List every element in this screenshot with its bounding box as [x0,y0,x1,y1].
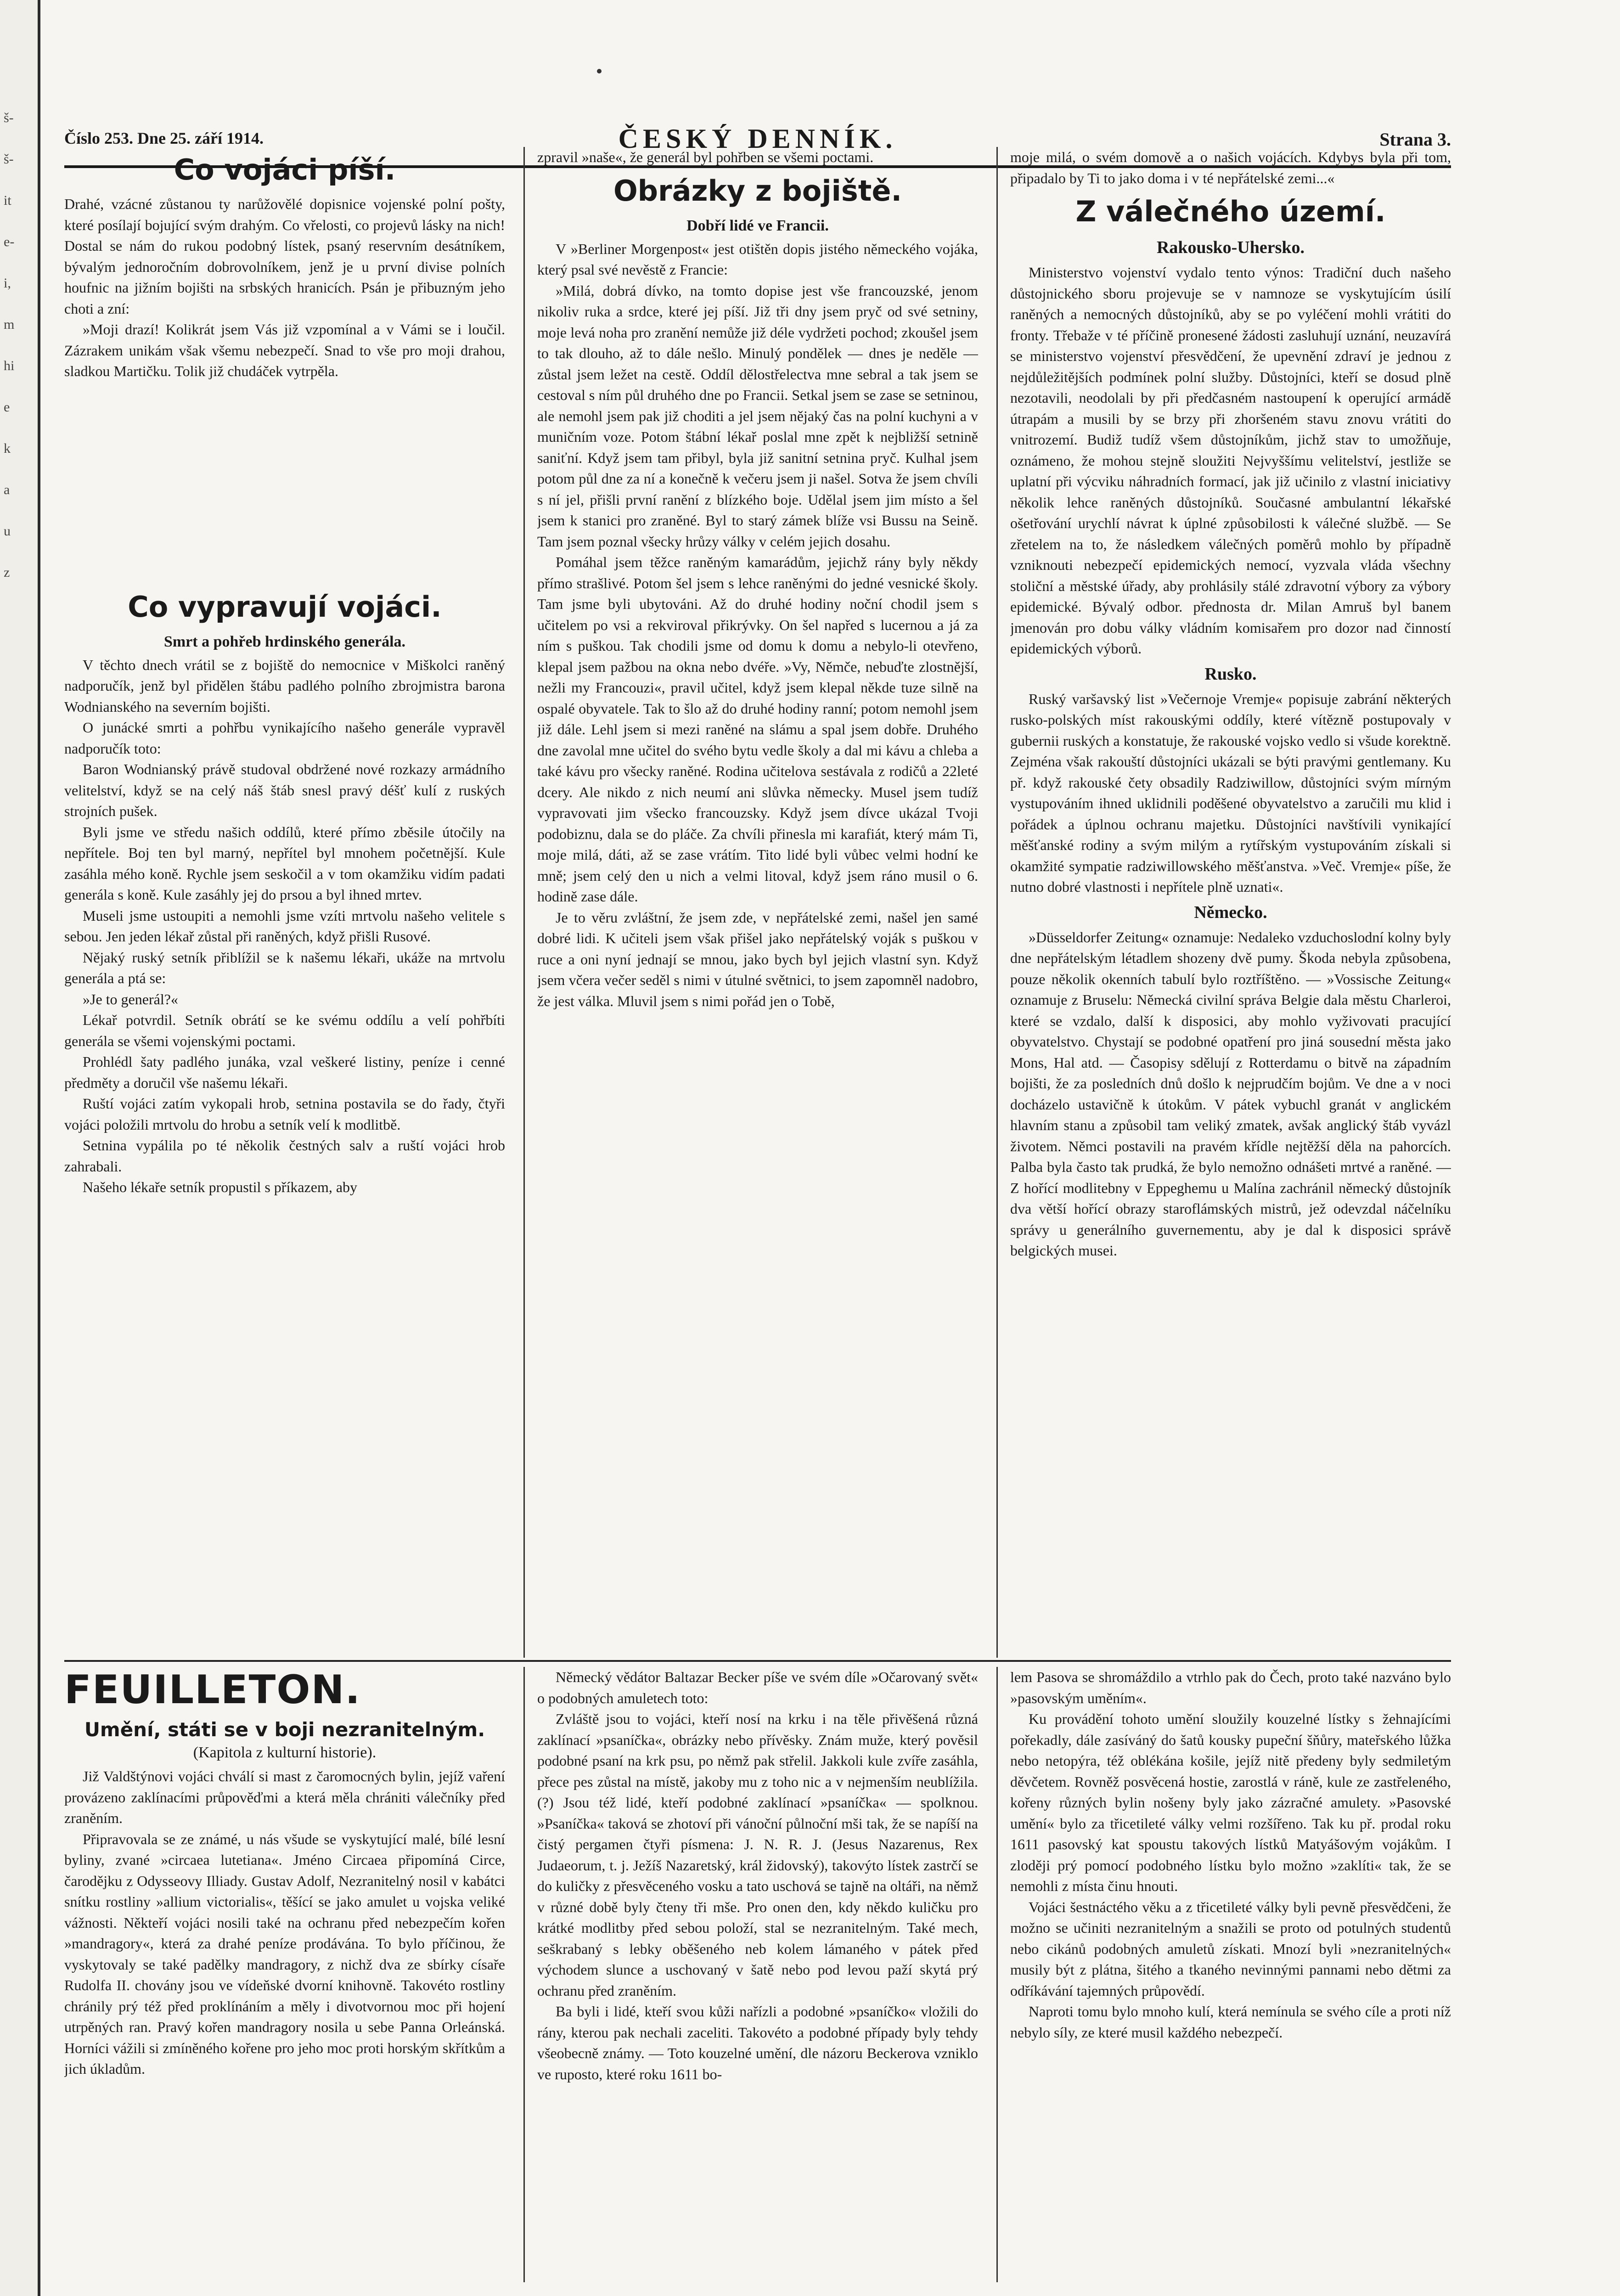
feuilleton-section [64,1667,1451,2282]
article-paragraph: Setnina vypálila po té několik čestných salv a ruští vojáci hrob zahrabali. [64,1137,505,1175]
previous-page-fragment: it [4,193,11,208]
article-paragraph: Ministerstvo vojenství vydalo tento výnos: Tradiční duch našeho důstojnického sboru projevuje se v namnoze se vyskytujícím úsilí raněných a nemocných důstojníků, aby se po vyléčení mohli vrátiti do fronty. Třebaže v té příčině pronesené žádosti zasluhují uznání, neuzavírá se ministerstvo vojenství přesvědčení, že upevnění zdraví je jednou z nejdůležitějších podmínek polní služby. Důstojníci, kteří se dosud plně nezotavili, neodolali by při předčasném nastoupení k operující armádě útrapám a musili by se brzy při zhoršeném stavu znovu vrátiti do vnitrozemí. Budiž tudíž všem důstojníkům, jichž stav to umožňuje, oznámeno, že mohou stejně sloužiti Nejvyššímu velitelství, jestliže se uplatní při výcviku náhradních formací, jak již učinilo z vlastní iniciativy několik lehce raněných důstojníků. Současné ambulantní lékařské ošetřování urychlí návrat k úplné způsobilosti k válečné službě. — Se zřetelem na to, že následkem válečných poměrů mohlo by případně vzniknouti nebezpečí epidemických nemocí, vyzvala vláda všechny stoliční a městské úřady, aby prohlásily stálé zdravotní výbory za výbory epidemické. Bývalý odbor. přednosta dr. Milan Amruš byl banem jmenován pro dobu války vládním komisařem pro dozor nad činností epidemických výborů. [1010,264,1451,657]
previous-page-fragment: m [4,317,15,332]
previous-page-fragment: u [4,523,11,539]
feuilleton-column-1 [64,1667,505,2282]
continued-text: lem Pasova se shromáždilo a vtrhlo pak do Čech, proto také nazváno bylo »pasovským uměním«. [1010,1669,1451,1706]
previous-page-fragment: k [4,441,11,456]
feuilleton-headline: Umění, státi se v boji nezranitelným. [84,1718,485,1741]
article-paragraph: Připravovala se ze známé, u nás všude se vyskytující malé, bílé lesní byliny, zvané »circaea lutetiana«. Jméno Circaea připomíná Circe, čarodějku z Odysseovy Illiady. Gustav Adolf, Nezranitelný nosil v kabátci snítku rostliny »allium victorialis«, těšící se jako amulet u vojska veliké vážnosti. Někteří vojáci nosili také na ochranu před nebezpečím kořen »mandragory«, která za drahé peníze prodávána. To bylo příčinou, že vyskytovaly se také padělky mandragory, z nichž dva ze sbírky císaře Rudolfa II. chovány jsou ve vídeňské dvorní knihovně. Takovéto rostliny chránily prý též před proklínáním a měly i divotvornou moc při hojení utrpěných ran. Pravý kořen mandragory nosila u sebe Panna Orleánská. Horníci vážili si zmíněného kořene pro jeho moc proti horským skřítkům a jich úkladům. [64,1830,505,2077]
article-paragraph: Pomáhal jsem těžce raněným kamarádům, jejichž rány byly někdy přímo strašlivé. Potom šel jsem s lehce raněnými do jedné vesnické školy. Tam jsme byli ubytováni. Až do druhé hodiny noční chodil jsem s učitelem po vsi a rekviroval přikrývky. On šel napřed s lucernou a já za ním s puškou. Tak chodili jsme od domu k domu a nebylo-li otevřeno, klepal jsem pažbou na okna nebo dvéře. »Vy, Němče, nebuďte zlostnější, nežli my Francouzi«, pravil učitel, když jsem klepal někde tuze silně na ospalé obyvatele. Tak to šlo až do druhé hodiny ranní; potom nemohl jsem již dále. Lehl jsem si mezi raněné na slámu a spal jsem dobře. Druhého dne zavolal mne učitel do svého bytu vedle školy a dal mi kávu a chleba a také kávu pro všecky raněné. Rodina učitelova sestávala z rodičů a 22leté dcery. Ale nikdo z nich neumí ani slůvka německy. Musel jsem tudíž vypravovati jim všecko francouzsky. Když jsem dívce ukázal Tvoji podobiznu, dala se do pláče. Za chvíli přinesla mi karafiát, který mám Ti, moje milá, dáti, až se zase vrátím. Tito lidé byli vůbec velmi hodní ke mně; jsem celý den u nich a velmi litoval, když jsem ráno musil o 6. hodině zase dále. [537,554,978,905]
article-paragraph: »Je to generál?« [83,990,178,1007]
article-paragraph: »Milá, dobrá dívko, na tomto dopise jest vše francouzské, jenom nikoliv ruka a srdce, které jej píší. Již tři dny jsem pryč od své setniny, moje levá noha pro zranění nemůže již déle vydržeti pochod; zkoušel jsem to tak dlouho, až to dále nešlo. Minulý pondělek — dnes je neděle — zůstal jsem ležet na cestě. Oddíl dělostřelectva mne sebral a tak jsem se cestoval s ním půl druhého dne po Francii. Setkal jsem se zase se setninou, ale nemohl jsem pak již choditi a jel jsem nějaký čas na polní kuchyni a v muničním voze. Potom štábní lékař poslal mne zpět k nejbližší setnině saniťní. Když jsem tam přibyl, byla již sanitní setnina pryč. Kulhal jsem potom půl dne za ní a konečně k večeru jsem ji našel. Sotva že jsem chvíli s ní jel, přišli první ranění z blízkého boje. Udělal jsem jim místo a šel jsem k stanici pro zraněné. Byl to starý zámek blíže vsi Bussu na Seině. Tam jsem poznal všecky hrůzy války v celém jejich dosahu. [537,282,978,550]
article-paragraph: Ruští vojáci zatím vykopali hrob, setnina postavila se do řady, čtyři vojáci položili mrtvolu do hrobu a setník velí k modlitbě. [64,1095,505,1133]
column-2 [537,147,978,1658]
previous-page-fragment: i, [4,276,11,291]
column-divider [996,1667,998,2282]
previous-page-fragment: hi [4,358,15,373]
column-divider [996,147,998,1658]
column-1 [64,147,505,1658]
article-headline: Co vojáci píší. [174,153,396,186]
article-paragraph: Baron Wodnianský právě studoval obdržené nové rozkazy armádního velitelství, když se na celý náš štáb snesl pravý déšť kulí z ruských strojních pušek. [64,761,505,819]
article-paragraph: Naproti tomu bylo mnoho kulí, která nemínula se svého cíle a proti níž nebylo síly, ze které musil každého nebezpečí. [1010,2003,1451,2041]
feuilleton-divider [64,1660,1451,1662]
article-subhead: Smrt a pohřeb hrdinského generála. [163,633,406,650]
section-headline: Z válečného území. [1075,195,1386,228]
column-divider [523,147,525,1658]
article-paragraph: Našeho lékaře setník propustil s příkazem, aby [83,1179,358,1195]
continued-text: zpravil »naše«, že generál byl pohřben se všemi poctami. [537,149,874,165]
article-headline: Obrázky z bojiště. [613,174,902,208]
page-number: Strana 3. [1379,129,1451,150]
article-paragraph: Lékař potvrdil. Setník obrátí se ke svému oddílu a velí pohřbíti generála se všemi vojenskými poctami. [64,1012,505,1049]
page-body [64,96,1451,2282]
previous-page-fragment: š- [4,152,14,167]
previous-page-fragment: š- [4,110,14,125]
article-paragraph: O junácké smrti a pohřbu vynikajícího našeho generále vypravěl nadporučík toto: [64,719,505,757]
feuilleton-title: FEUILLETON. [64,1667,361,1713]
article-paragraph: »Moji drazí! Kolikrát jsem Vás již vzpomínal a v Vámi se i loučil. Zázrakem unikám však všemu nebezpečí. Snad to vše pro moji drahou, sladkou Martičku. Tolik již chudáček vytrpěla. [64,321,505,379]
article-paragraph: Ba byli i lidé, kteří svou kůži nařízli a podobné »psaníčko« vložili do rány, kterou pak nechali zaceliti. Takovéto a podobné případy byly tehdy všeobecně známy. — Toto kouzelné umění, dle názoru Beckerova vzniklo ve ruposto, které roku 1611 bo- [537,2003,978,2082]
blank-space [64,382,505,584]
article-paragraph: Ruský varšavský list »Večernoje Vremje« popisuje zabrání některých rusko-polských míst rakouskými oddíly, které vítězně postupovaly v gubernii ruských a konstatuje, že rakouské vojsko vedlo si všude korektně. Zejména však rakouští důstojníci ukázali se býti pravými gentlemany. Ku př. když rakouské čety obsadily Radziwillow, důstojníci svým mírným vystupováním ihned uklidnili poděšené obyvatelstvo a zaručili mu klid i pořádek a úplnou ochranu majetku. Důstojníci navštívili vynikající měšťanské rodiny a svým milým a rytířským vystupováním získali si okamžité sympatie radziwillowského měšťanstva. »Več. Vremje« píše, že nutno dobré vlastnosti i nepřítele plně uznati«. [1010,690,1451,895]
feuilleton-column-2 [537,1667,978,2282]
country-title: Rakousko-Uhersko. [1156,238,1305,257]
article-paragraph: Je to věru zvláštní, že jsem zde, v nepřátelské zemi, našel jen samé dobré lidi. K učiteli jsem však přišel jako nepřátelský voják s puškou v ruce a oni nyní jednají se mnou, jako bych byl jejich vlastní syn. Když jsem včera večer seděl s nimi v útulné světnici, to jsem zapomněl nadobro, že jest válka. Mluvil jsem s nimi pořád jen o Tobě, [537,909,978,1009]
article-paragraph: V »Berliner Morgenpost« jest otištěn dopis jistého německého vojáka, který psal své nevěstě z Francie: [537,240,978,278]
article-subhead: Dobří lidé ve Francii. [686,217,829,234]
newspaper-title: ČESKÝ DENNÍK. [618,124,897,154]
previous-page-fragment: e [4,400,10,415]
article-headline: Co vypravují vojáci. [128,590,442,624]
article-paragraph: Vojáci šestnáctého věku a z třicetileté války byli pevně přesvědčeni, že možno se učiniti nezranitelným a snažili se proto od potulných studentů nebo cikánů podobných amuletů získati. Mnozí byli »nezranitelných« musily být z plátna, šitého a tkaného nevinnými pannami nebo dětmi za odříkávání tajemných průpovědí. [1010,1898,1451,1999]
ink-dot [597,69,602,73]
article-paragraph: »Düsseldorfer Zeitung« oznamuje: Nedaleko vzduchoslodní kolny byly dne nepřátelským létadlem shozeny dvě pumy. Škoda nebyla způsobena, pouze několik okenních tabulí bylo roztříštěno. — »Vossische Zeitung« oznamuje z Bruselu: Německá civilní správa Belgie dala městu Charleroi, které se vzdalo, další k disposici, aby mohlo vyživovati pracující obyvatelstvo. Chystají se podobné opatření pro jiná sousední města jako Mons, Hal atd. — Časopisy sdělují z Rotterdamu o bitvě na západním bojišti, že za posledních dnů došlo k nejprudčím bojům. Ve dne a v noci docházelo ustavičně k útokům. V pátek vybuchl granát v anglickém hlavním stanu a způsobil tam veliký zmatek, avšak anglický štáb vyvázl životem. Němci postavili na pravém křídle nejtěžší děla na pahorcích. Palba byla často tak prudká, že bylo nemožno odnášeti mrtvé a raněné. — Z hořící modlitebny v Eppeghemu u Malína zachránil německý důstojník dva větší hořící obrazy staroflámských mistrů, jež odevzdal náčelníku správy u generálního guvernementu, aby je dal k disposici správě belgických musei. [1010,929,1451,1259]
column-divider [523,1667,525,2282]
feuilleton-subtitle: (Kapitola z kulturní historie). [193,1744,377,1761]
previous-page-fragment: z [4,565,10,580]
article-paragraph: Již Valdštýnovi vojáci chválí si mast z čaromocných bylin, jejíž vaření provázeno zaklínacími průpověďmi a která měla chrániti válečníky před zraněním. [64,1768,505,1826]
article-paragraph: Museli jsme ustoupiti a nemohli jsme vzíti mrtvolu našeho velitele s sebou. Jen jeden lékař zůstal při raněných, když přišli Rusové. [64,907,505,945]
feuilleton-column-3 [1010,1667,1451,2282]
issue-info: Číslo 253. Dne 25. září 1914. [64,129,264,147]
article-paragraph: V těchto dnech vrátil se z bojiště do nemocnice v Miškolci raněný nadporučík, jenž byl přidělen štábu padlého polního zbrojmistra barona Wodnianského na severním bojišti. [64,656,505,715]
article-paragraph: Prohlédl šaty padlého junáka, vzal veškeré listiny, peníze i cenné předměty a doručil vše našemu lékaři. [64,1053,505,1091]
article-paragraph: Nějaký ruský setník přiblížil se k našemu lékaři, ukáže na mrtvolu generála a ptá se: [64,949,505,986]
article-paragraph: Ku provádění tohoto umění sloužily kouzelné lístky s žehnajícími pořekadly, dále zasíváný do šatů kousky pupeční šňůry, mateřského lůžka nebo netopýra, též oblékána košile, jejíž nitě předeny byly sedmiletým děvčetem. Rovněž posvěcená hostie, zarostlá v ráně, kule ze zastřeleného, kořeny různých bylin nošeny byly jako zázračné amulety. »Pasovské umění« bylo za třicetileté války velmi rozšířeno. Tak ku př. prodal roku 1611 pasovský kat spoustu takových lístků Matyášovým vojákům. I zloději prý pomocí podobného lístku bylo možno »zaklíti« tak, že se nemohli z místa činu hnouti. [1010,1711,1451,1894]
previous-page-edge [0,0,40,2296]
article-paragraph: Německý vědátor Baltazar Becker píše ve svém díle »Očarovaný svět« o podobných amuletech toto: [537,1669,978,1706]
previous-page-fragment: e- [4,234,15,249]
country-title: Německo. [1194,902,1267,922]
previous-page-fragment: a [4,482,10,497]
column-3 [1010,147,1451,1658]
article-paragraph: Drahé, vzácné zůstanou ty narůžovělé dopisnice vojenské polní pošty, které posílají bojující svým drahým. Co vřelosti, co projevů lásky na nich! Dostal se nám do rukou podobný lístek, psaný reservním desátníkem, bývalým jednoročním dobrovolníkem, jenž je u první divise polních houfnic na jižním bojišti na srbských hranicích. Psán je přibuzným jeho choti a zní: [64,196,505,317]
continued-text: moje milá, o svém domově a o našich vojácích. Kdybys byla při tom, připadalo by Ti to jako doma i v té nepřátelské zemi...« [1010,149,1451,186]
article-paragraph: Byli jsme ve středu našich oddílů, které přímo zběsile útočily na nepřítele. Boj ten byl marný, nepřítel byl mnohem početnější. Kule zasáhla mého koně. Rychle jsem seskočil a v tom okamžiku vidím padati generála s koně. Kule zasáhly jej do prsou a byl ihned mrtev. [64,823,505,903]
article-paragraph: Zvláště jsou to vojáci, kteří nosí na krku i na těle přivěšená různá zaklínací »psaníčka«, obrázky nebo přívěsky. Znám muže, který pověsil podobné psaní na krk psu, po němž pak střelil. Jakkoli kule zvíře zasáhla, přece pes zůstal na místě, jakoby mu z toho nic a v nejmenším neublížila. (?) Jsou též lidé, kteří podobné zaklínací »psaníčka« — spolknou. »Psaníčka« taková se zhotoví při vánoční půlnoční mši tak, že se napíší na čistý pergamen čtyři písmena: J. N. R. J. (Jesus Nazarenus, Rex Judaeorum, t. j. Ježíš Nazaretský, král židovský), takovýto lístek zastrčí se do kuličky z přesvěceného vosku a tato uschová se tajně na oltáři, na němž v různé době byly čteny tři mše. Pro onen den, kdy někdo kuličku pro krátké modlitby před sebou položí, stal se nezranitelným. Také mech, seškrabaný s lebky oběšeného neb kolem lámaného v pátek před východem slunce a uschovaný v šatě nebo pod levou paží skytá prý ochranu před zraněním. [537,1711,978,1999]
country-title: Rusko. [1204,664,1257,684]
